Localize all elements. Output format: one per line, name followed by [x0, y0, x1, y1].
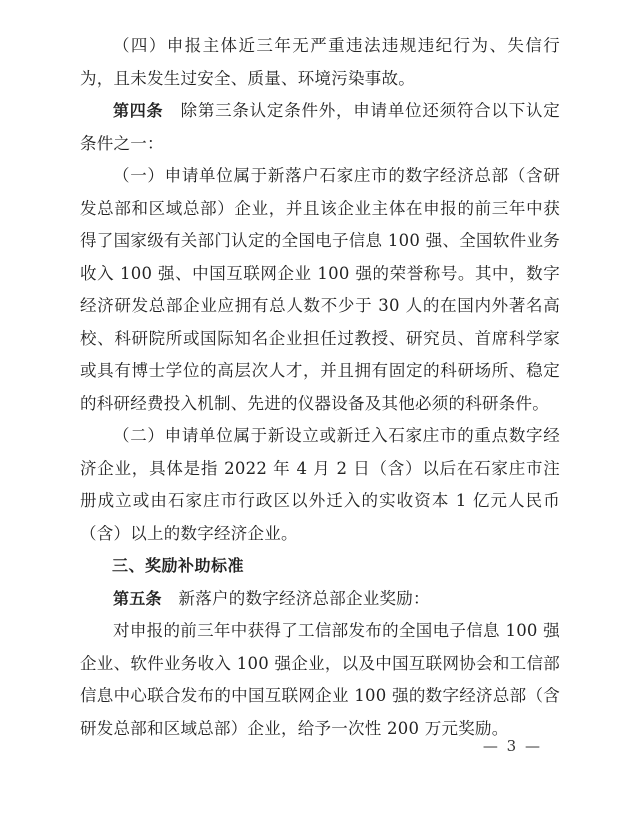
- paragraph-item-4: （四）申报主体近三年无严重违法违规违纪行为、失信行为，且未发生过安全、质量、环境污染事故。: [80, 36, 560, 88]
- section-3-heading: 三、奖励补助标准: [112, 556, 245, 575]
- article-4-label: 第四条: [113, 101, 164, 120]
- article-4-text: 除第三条认定条件外，申请单位还须符合以下认定条件之一：: [80, 101, 560, 153]
- condition-2-paragraph: （二）申请单位属于新设立或新迁入石家庄市的重点数字经济企业，具体是指 2022 年 4 月 2 日（含）以后在石家庄市注册成立或由石家庄市行政区以外迁入的实收资本 1 亿元人民币（含）以上的数字经济企业。: [80, 426, 560, 543]
- reward-paragraph: 对申报的前三年中获得了工信部发布的全国电子信息 100 强企业、软件业务收入 100 强企业，以及中国互联网协会和工信部信息中心联合发布的中国互联网企业 100 强的数字经济总部（含研发总部和区域总部）企业，给予一次性 200 万元奖励。: [80, 621, 560, 738]
- page-number: — 3 —: [482, 737, 542, 755]
- article-4-paragraph: [80, 95, 560, 160]
- condition-1-paragraph: （一）申请单位属于新落户石家庄市的数字经济总部（含研发总部和区域总部）企业，并且该企业主体在申报的前三年中获得了国家级有关部门认定的全国电子信息 100 强、全国软件业务收入 100 强、中国互联网企业 100 强的荣誉称号。其中，数字经济研发总部企业应拥有总人数不少于 30 人的在国内外著名高校、科研院所或国际知名企业担任过教授、研究员、首席科学家或具有博士学位的高层次人才，并且拥有固定的科研场所、稳定的科研经费投入机制、先进的仪器设备及其他必须的科研条件。: [80, 166, 560, 413]
- article-5-label: 第五条: [113, 588, 162, 608]
- article-5-paragraph: [80, 583, 560, 616]
- article-5-text: 新落户的数字经济总部企业奖励：: [161, 588, 430, 608]
- document-body: [80, 30, 560, 745]
